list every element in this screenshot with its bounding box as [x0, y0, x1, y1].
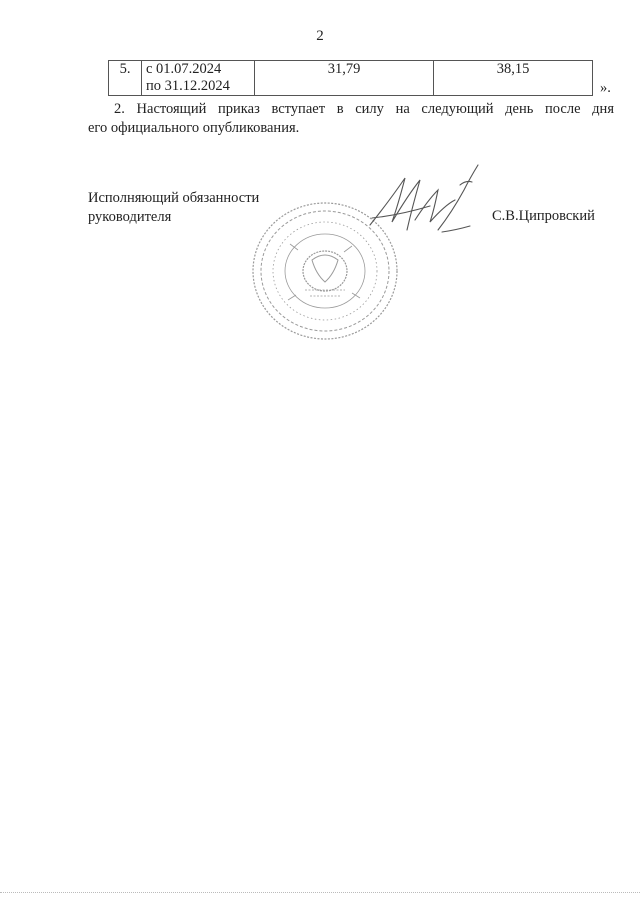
paragraph-line-1: 2. Настоящий приказ вступает в силу на следующий день после дня — [114, 101, 614, 117]
paragraph-line-2: его официального опубликования. — [88, 120, 300, 136]
value-cell-1: 31,79 — [255, 61, 434, 96]
signer-name: С.В.Ципровский — [492, 208, 595, 224]
signer-title-line-2: руководителя — [88, 209, 172, 225]
tariff-table — [108, 60, 593, 96]
signer-title — [88, 189, 259, 227]
scan-edge-line — [0, 892, 640, 893]
period-to: по 31.12.2024 — [146, 78, 230, 94]
period-cell — [142, 61, 255, 96]
table-row — [109, 61, 593, 96]
signer-title-line-1: Исполняющий обязанности — [88, 190, 260, 206]
period-from: с 01.07.2024 — [146, 61, 222, 77]
value-cell-2: 38,15 — [434, 61, 593, 96]
closing-quote: ». — [600, 80, 611, 96]
handwritten-signature-icon — [360, 160, 490, 250]
row-number-cell: 5. — [109, 61, 142, 96]
page-number: 2 — [316, 28, 324, 44]
